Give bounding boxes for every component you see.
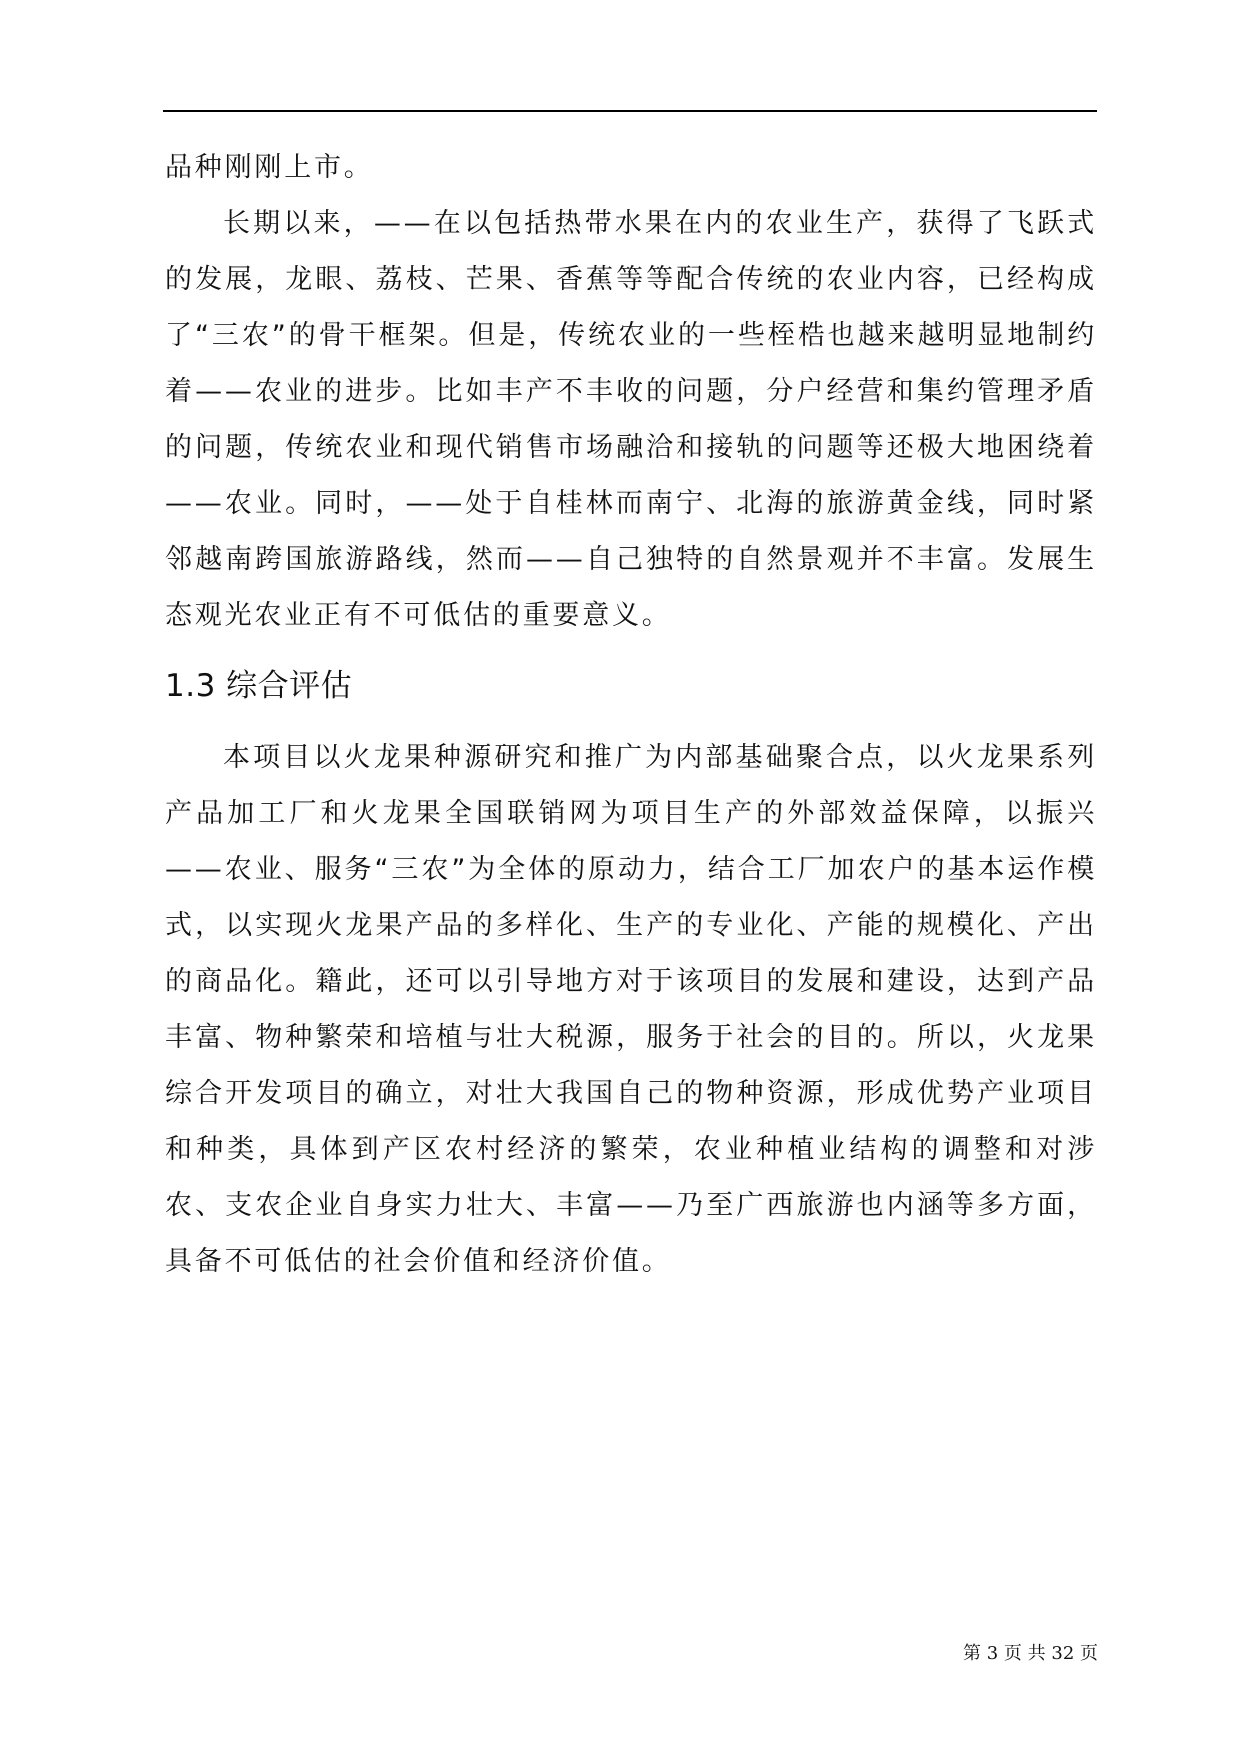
- document-body: [165, 140, 1097, 1290]
- page-number: 第 3 页 共 32 页: [963, 1643, 1098, 1664]
- paragraph-continuation: 品种刚刚上市。: [165, 152, 374, 183]
- section-heading: 1.3 综合评估: [165, 668, 353, 704]
- paragraph-background: 长期以来，——在以包括热带水果在内的农业生产，获得了飞跃式的发展，龙眼、荔枝、芒果、香蕉等等配合传统的农业内容，已经构成了“三农”的骨干框架。但是，传统农业的一些桎梏也越来越明显地制约着——农业的进步。比如丰产不丰收的问题，分户经营和集约管理矛盾的问题，传统农业和现代销售市场融洽和接轨的问题等还极大地困绕着——农业。同时，——处于自桂林而南宁、北海的旅游黄金线，同时紧邻越南跨国旅游路线，然而——自己独特的自然景观并不丰富。发展生态观光农业正有不可低估的重要意义。: [165, 208, 1097, 631]
- header-rule: [163, 110, 1097, 112]
- paragraph-assessment: 本项目以火龙果种源研究和推广为内部基础聚合点，以火龙果系列产品加工厂和火龙果全国联销网为项目生产的外部效益保障，以振兴——农业、服务“三农”为全体的原动力，结合工厂加农户的基本运作模式，以实现火龙果产品的多样化、生产的专业化、产能的规模化、产出的商品化。籍此，还可以引导地方对于该项目的发展和建设，达到产品丰富、物种繁荣和培植与壮大税源，服务于社会的目的。所以，火龙果综合开发项目的确立，对壮大我国自己的物种资源，形成优势产业项目和种类，具体到产区农村经济的繁荣，农业种植业结构的调整和对涉农、支农企业自身实力壮大、丰富——乃至广西旅游也内涵等多方面，具备不可低估的社会价值和经济价值。: [165, 742, 1097, 1277]
